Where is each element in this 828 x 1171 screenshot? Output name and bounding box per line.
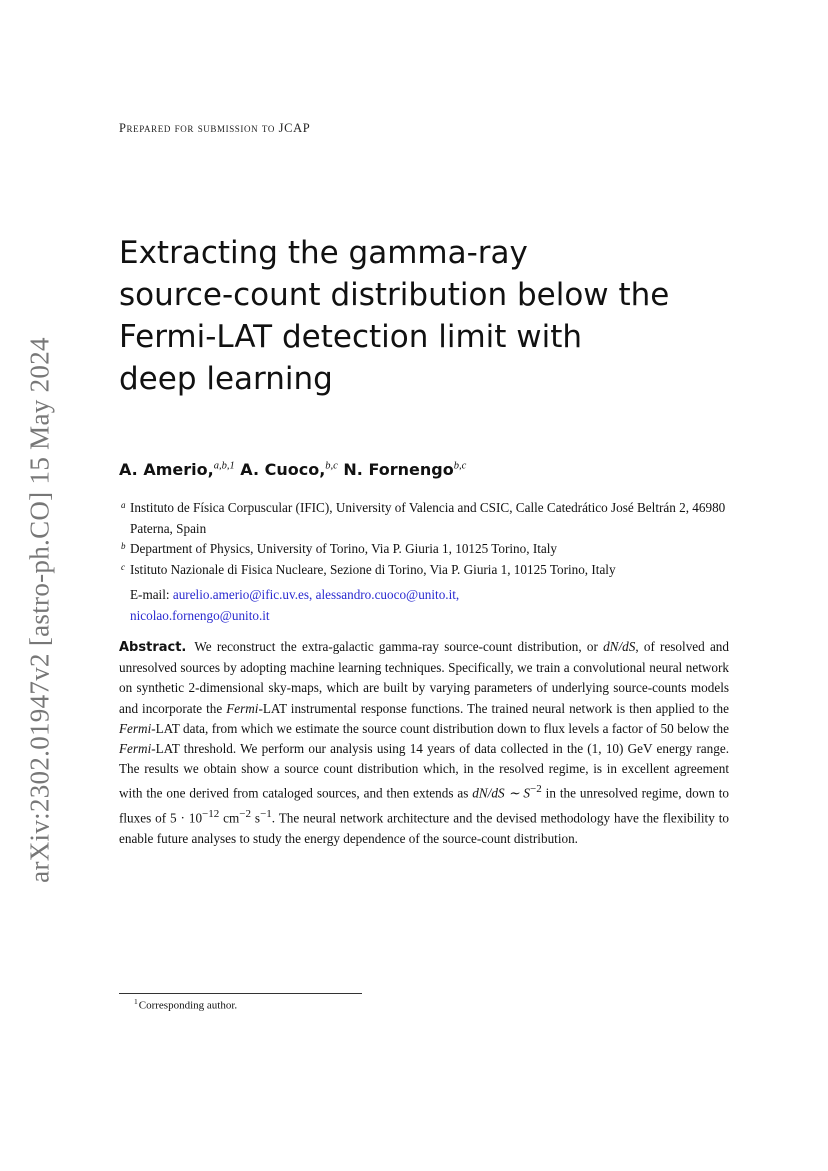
abstract-text: s bbox=[251, 810, 261, 826]
email-link[interactable]: nicolao.fornengo@unito.it bbox=[130, 607, 270, 623]
title-line: Fermi-LAT detection limit with bbox=[119, 319, 583, 355]
abstract-exponent: −12 bbox=[202, 808, 220, 821]
abstract-heading: Abstract. bbox=[119, 640, 187, 655]
affiliations bbox=[121, 498, 740, 626]
affiliation-text: Department of Physics, University of Torino, Via P. Giuria 1, 10125 Torino, Italy bbox=[130, 541, 558, 556]
author-name: N. Fornengo bbox=[343, 460, 454, 479]
abstract-exponent: −2 bbox=[530, 783, 542, 796]
email-block bbox=[130, 585, 740, 626]
author-name: A. Cuoco, bbox=[240, 460, 326, 479]
abstract-text: , of resolved and unresolved sources by adopting machine learning techniques. Specifically, we train a convolutional neural network on synthetic 2-dimensional sky-maps, which are built by varying parameters of underlying source-counts models and incorporate the bbox=[119, 639, 729, 716]
abstract-text: . The neural network architecture and the devised methodology have the flexibility to enable future analyses to study the energy dependence of the source-count distribution. bbox=[119, 810, 729, 846]
arxiv-stamp bbox=[20, 320, 60, 900]
affiliation-item bbox=[121, 560, 740, 581]
footnote-mark: 1 bbox=[134, 997, 138, 1006]
title-line: source-count distribution below the bbox=[119, 277, 670, 313]
abstract-text: in the unresolved regime, down to fluxes of 5 · 10 bbox=[119, 785, 729, 826]
preparation-note: Prepared for submission to JCAP bbox=[119, 121, 311, 135]
email-label: E-mail: bbox=[130, 587, 170, 602]
abstract-emphasis: Fermi bbox=[226, 700, 259, 716]
title-line: deep learning bbox=[119, 361, 333, 397]
affiliation-text: Istituto Nazionale di Fisica Nucleare, Sezione di Torino, Via P. Giuria 1, 10125 Torino, Italy bbox=[130, 561, 616, 577]
email-link[interactable]: aurelio.amerio@ific.uv.es, bbox=[172, 587, 313, 602]
affiliation-item bbox=[121, 498, 740, 539]
author-affiliation-mark: b,c bbox=[453, 460, 467, 472]
abstract-text: -LAT threshold. We perform our analysis using 14 years of data collected in the (1, 10) GeV energy range. The results we obtain show a source count distribution which, in the resolved regime, is in excellent agreement with the one derived from cataloged sources, and then extends as bbox=[119, 741, 729, 801]
abstract-text: cm bbox=[219, 810, 240, 826]
affiliation-mark: a bbox=[121, 500, 126, 510]
arxiv-identifier: arXiv:2302.01947v2 [astro-ph.CO] 15 May 2024 bbox=[24, 337, 55, 883]
author-affiliation-mark: b,c bbox=[325, 460, 338, 472]
abstract-emphasis: Fermi bbox=[119, 720, 152, 736]
affiliation-mark: c bbox=[121, 561, 125, 572]
abstract-text: -LAT instrumental response functions. The trained neural network is then applied to the bbox=[258, 700, 729, 716]
author-list bbox=[119, 460, 466, 479]
footnote bbox=[134, 997, 237, 1012]
footnote-text: Corresponding author. bbox=[138, 999, 238, 1012]
abstract bbox=[119, 637, 729, 849]
abstract-exponent: −2 bbox=[239, 808, 252, 821]
affiliation-item bbox=[121, 539, 740, 560]
author-name: A. Amerio, bbox=[119, 460, 214, 479]
abstract-text: -LAT data, from which we estimate the source count distribution down to flux levels a factor of 50 below the bbox=[151, 720, 729, 736]
abstract-math: dN/dS bbox=[603, 639, 636, 654]
abstract-math: dN/dS ∼ S bbox=[472, 785, 531, 801]
abstract-text: We reconstruct the extra-galactic gamma-ray source-count distribution, or bbox=[194, 639, 604, 654]
affiliation-mark: b bbox=[121, 541, 126, 551]
footnote-divider bbox=[119, 993, 362, 994]
paper-title bbox=[119, 232, 759, 400]
affiliation-text: Instituto de Física Corpuscular (IFIC), University of Valencia and CSIC, Calle Catedrático José Beltrán 2, 46980 Paterna, Spain bbox=[130, 500, 726, 536]
author-affiliation-mark: a,b,1 bbox=[213, 460, 235, 472]
abstract-emphasis: Fermi bbox=[119, 741, 152, 757]
title-line: Extracting the gamma-ray bbox=[119, 235, 528, 271]
email-link[interactable]: alessandro.cuoco@unito.it, bbox=[315, 587, 460, 602]
abstract-exponent: −1 bbox=[260, 808, 272, 821]
